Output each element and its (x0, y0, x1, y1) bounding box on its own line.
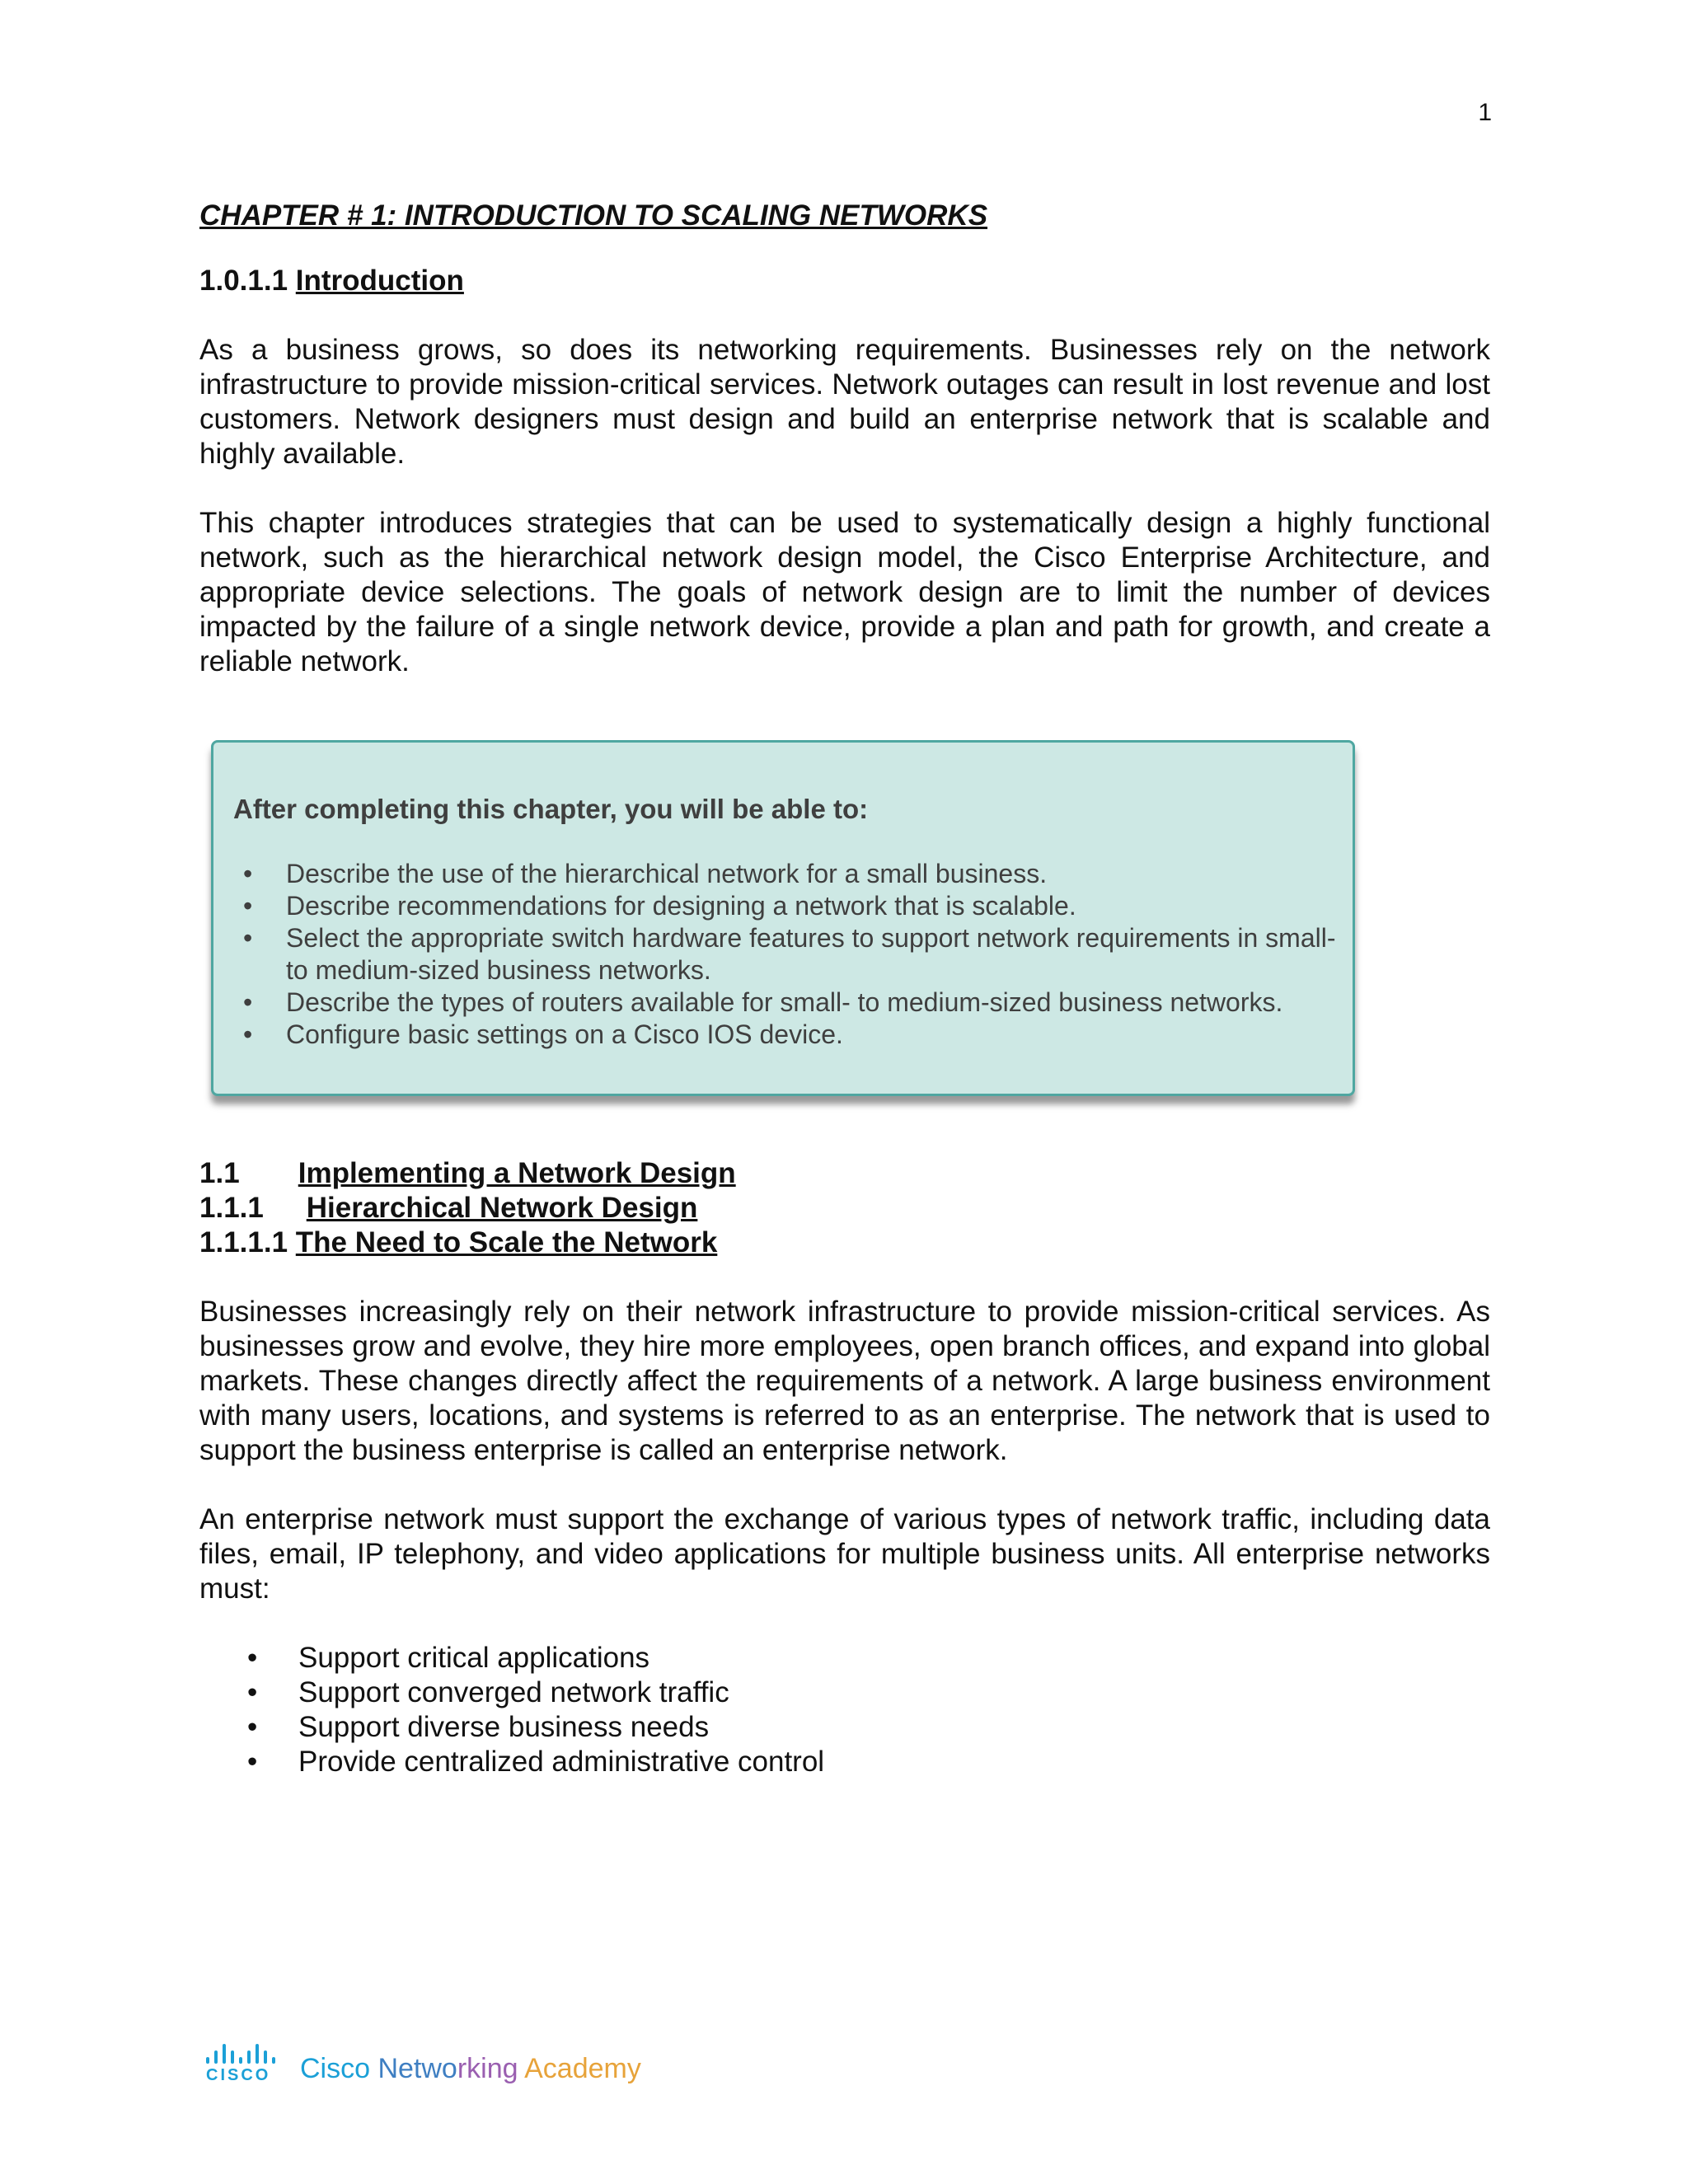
cisco-bar (223, 2044, 226, 2064)
list-item: • Support converged network traffic (247, 1676, 729, 1708)
cisco-wordmark: CISCO (206, 2066, 271, 2084)
bullet-icon: • (243, 891, 253, 921)
bullet-icon: • (247, 1746, 258, 1778)
cisco-bar (272, 2057, 275, 2064)
objectives-box-figure (211, 740, 1358, 1103)
objective-item: • Describe the use of the hierarchical network for a small business. (243, 859, 1048, 888)
section-heading-1-1-1: 1.1.1 Hierarchical Network Design (199, 1192, 698, 1224)
cisco-bar (231, 2050, 234, 2064)
bullet-icon: • (247, 1642, 258, 1674)
chapter-title: CHAPTER # 1: INTRODUCTION TO SCALING NETWORKS (199, 199, 988, 232)
list-item: • Support diverse business needs (247, 1711, 710, 1743)
requirements-list (199, 1641, 1490, 1779)
objectives-list (233, 858, 1338, 1051)
intro-heading (199, 264, 1490, 298)
section-body (199, 1156, 1490, 1779)
cisco-bar (214, 2050, 218, 2064)
body-paragraph-2: An enterprise network must support the exchange of various types of network traffic, including data files, email, IP telephony, and video applications for multiple business units. All enterprise networks must: (199, 1503, 1490, 1605)
list-item: • Provide centralized administrative control (247, 1746, 825, 1778)
section-heading-1-1-1-1: 1.1.1.1 The Need to Scale the Network (199, 1226, 718, 1258)
objectives-box (211, 740, 1355, 1096)
bullet-icon: • (243, 859, 253, 888)
cisco-bar (247, 2050, 251, 2064)
objective-item: • Describe the types of routers available for small- to medium-sized business networks. (243, 987, 1283, 1017)
academy-part: Academy (524, 2053, 641, 2084)
objective-item: • Configure basic settings on a Cisco IOS device. (243, 1019, 843, 1049)
intro-heading-number: 1.0.1.1 (199, 265, 288, 297)
academy-part: Netwo (377, 2053, 457, 2084)
objectives-title: After completing this chapter, you will be able to: (233, 794, 869, 824)
academy-part: rking (457, 2053, 525, 2084)
cisco-logo-icon (201, 2039, 284, 2085)
objective-item: • Describe recommendations for designing a network that is scalable. (243, 891, 1076, 921)
cisco-academy-logo (201, 2036, 641, 2085)
bullet-icon: • (247, 1711, 258, 1743)
cisco-bars-icon (201, 2039, 284, 2067)
cisco-bar (206, 2057, 209, 2064)
objective-item: • Select the appropriate switch hardware features to support network requirements in small- to medium-sized business networks. (243, 923, 1336, 985)
intro-paragraph-1: As a business grows, so does its networking requirements. Businesses rely on the network infrastructure to provide mission-critical services. Network outages can result in lost revenue and lost customers. Network designers must design and build an enterprise network that is scalable and highly available. (199, 334, 1490, 470)
cisco-bar (256, 2044, 259, 2064)
intro-paragraph-2: This chapter introduces strategies that can be used to systematically design a highly functional network, such as the hierarchical network design model, the Cisco Enterprise Architecture, and appropriate device selections. The goals of network design are to limit the number of devices impacted by the failure of a single network device, provide a plan and path for growth, and create a reliable network. (199, 507, 1490, 677)
body-paragraph-1: Businesses increasingly rely on their network infrastructure to provide mission-critical services. As businesses grow and evolve, they hire more employees, open branch offices, and expand into global markets. These changes directly affect the requirements of a network. A large business environment with many users, locations, and systems is referred to as an enterprise. The network that is used to support the business enterprise is called an enterprise network. (199, 1296, 1490, 1466)
list-item: • Support critical applications (247, 1642, 650, 1674)
bullet-icon: • (243, 987, 253, 1017)
intro-heading-title: Introduction (295, 265, 464, 297)
section-heading-1-1: 1.1 Implementing a Network Design (199, 1157, 736, 1189)
cisco-bar (239, 2057, 242, 2064)
page-number: 1 (1478, 99, 1492, 126)
bullet-icon: • (243, 923, 253, 953)
bullet-icon: • (243, 1019, 253, 1049)
bullet-icon: • (247, 1676, 258, 1708)
academy-part: Cisco (300, 2053, 378, 2084)
document-body (199, 196, 1490, 679)
cisco-bar (264, 2050, 267, 2064)
academy-name (300, 2052, 641, 2085)
